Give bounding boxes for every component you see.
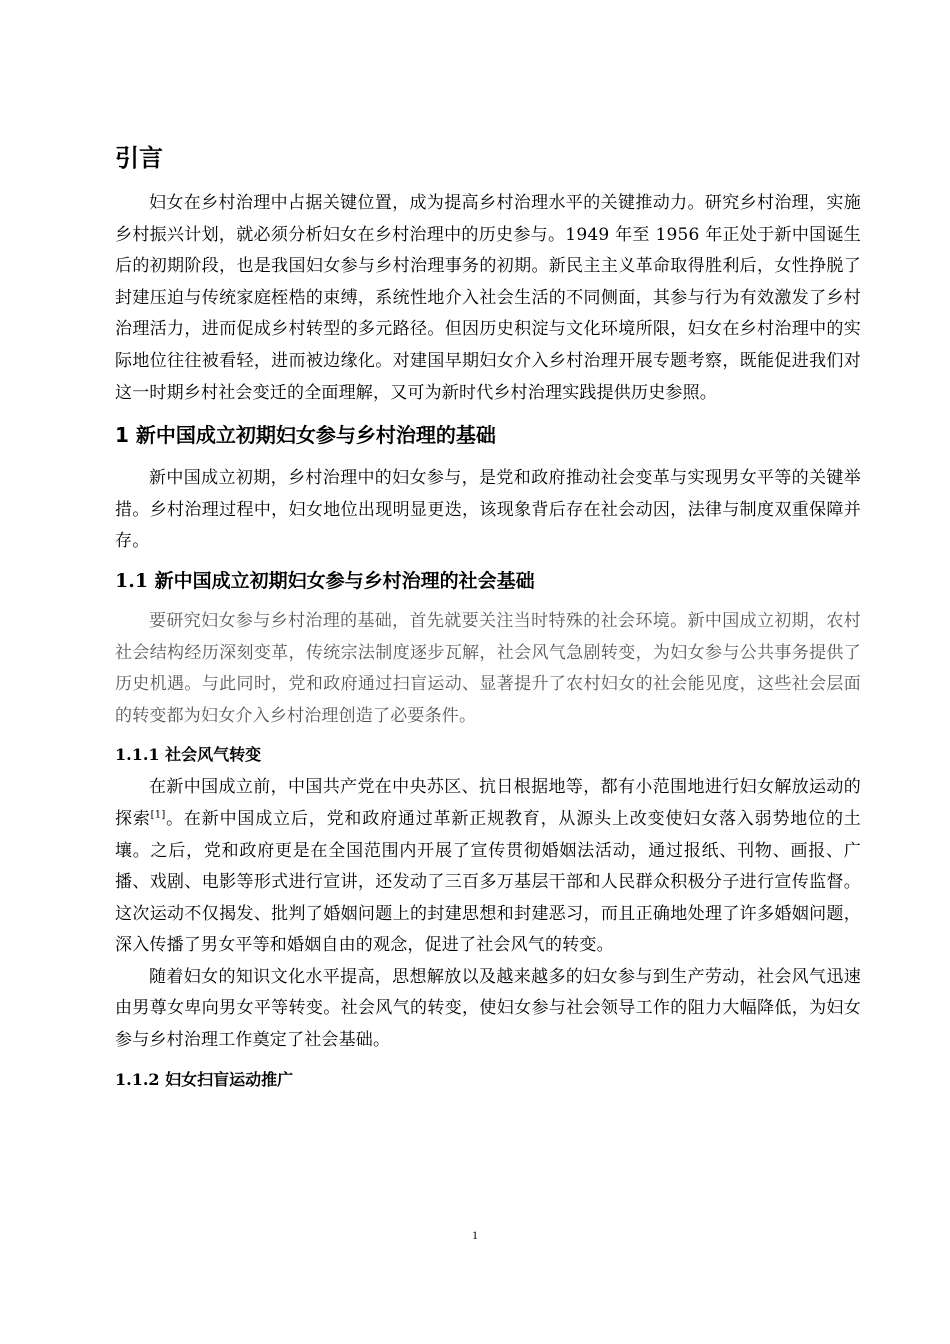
section-1-1-2-heading: 1.1.2 妇女扫盲运动推广 — [115, 1069, 294, 1089]
paragraph-text-part-2: 。在新中国成立后，党和政府通过革新正规教育，从源头上改变使妇女落入弱势地位的土壤。之后，党和政府更是在全国范围内开展了宣传贯彻婚姻法活动，通过报纸、刊物、画报、广播、戏剧、电影等形式进行宣讲，还发动了三百多万基层干部和人民群众积极分子进行宣传监督。这次运动不仅揭发、批判了婚姻问题上的封建思想和封建恶习，而且正确地处理了许多婚姻问题，深入传播了男女平等和婚姻自由的观念，促进了社会风气的转变。 — [115, 808, 861, 956]
citation-ref[interactable]: [1] — [150, 809, 166, 821]
intro-paragraph: 妇女在乡村治理中占据关键位置，成为提高乡村治理水平的关键推动力。研究乡村治理，实施乡村振兴计划，就必须分析妇女在乡村治理中的历史参与。1949 年至 1956 年正处于新中国诞生后的初期阶段，也是我国妇女参与乡村治理事务的初期。新民主主义革命取得胜利后，女性挣脱了封建压迫与传统家庭桎梏的束缚，系统性地介入社会生活的不同侧面，其参与行为有效激发了乡村治理活力，进而促成乡村转型的多元路径。但因历史积淀与文化环境所限，妇女在乡村治理中的实际地位往往被看轻，进而被边缘化。对建国早期妇女介入乡村治理开展专题考察，既能促进我们对这一时期乡村社会变迁的全面理解，又可为新时代乡村治理实践提供历史参照。 — [115, 193, 861, 403]
section-1-1-1-heading: 1.1.1 社会风气转变 — [115, 745, 262, 765]
page-body — [115, 140, 861, 1097]
section-1-1-heading: 1.1 新中国成立初期妇女参与乡村治理的社会基础 — [115, 569, 535, 592]
page-number: 1 — [472, 1228, 478, 1242]
section-1-1-1-paragraph-2: 随着妇女的知识文化水平提高，思想解放以及越来越多的妇女参与到生产劳动，社会风气迅速由男尊女卑向男女平等转变。社会风气的转变，使妇女参与社会领导工作的阻力大幅降低，为妇女参与乡村治理工作奠定了社会基础。 — [115, 966, 861, 1051]
section-1-heading: 1 新中国成立初期妇女参与乡村治理的基础 — [115, 423, 496, 448]
section-1-paragraph: 新中国成立初期，乡村治理中的妇女参与，是党和政府推动社会变革与实现男女平等的关键举措。乡村治理过程中，妇女地位出现明显更迭，该现象背后存在社会动因，法律与制度双重保障并存。 — [115, 468, 861, 552]
section-1-1-paragraph: 要研究妇女参与乡村治理的基础，首先就要关注当时特殊的社会环境。新中国成立初期，农村社会结构经历深刻变革，传统宗法制度逐步瓦解，社会风气急剧转变，为妇女参与公共事务提供了历史机遇。与此同时，党和政府通过扫盲运动、显著提升了农村妇女的社会能见度，这些社会层面的转变都为妇女介入乡村治理创造了必要条件。 — [115, 610, 861, 726]
intro-heading: 引言 — [115, 144, 163, 172]
paragraph-text-part-1: 在新中国成立前，中国共产党在中央苏区、抗日根据地等，都有小范围地进行妇女解放运动的探索 — [115, 777, 861, 829]
section-1-1-1-paragraph-1 — [115, 772, 861, 962]
